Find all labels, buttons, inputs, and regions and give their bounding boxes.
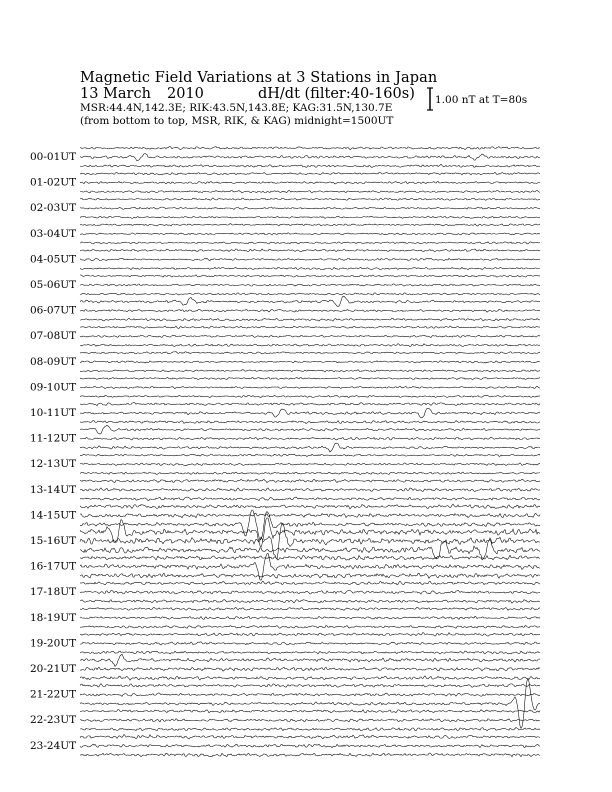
hour-label: 07-08UT xyxy=(30,330,77,343)
hour-label: 00-01UT xyxy=(30,151,77,163)
trace-rik xyxy=(80,744,540,748)
trace-kag xyxy=(80,607,540,610)
trace-msr xyxy=(80,573,540,578)
station-order-note: (from bottom to top, MSR, RIK, & KAG) midnight=1500UT xyxy=(80,115,394,127)
trace-msr xyxy=(80,600,540,604)
trace-kag xyxy=(80,555,540,560)
trace-msr xyxy=(80,753,540,757)
trace-msr xyxy=(80,164,540,167)
trace-kag xyxy=(80,504,540,509)
trace-kag xyxy=(80,479,540,482)
trace-rik xyxy=(80,437,540,440)
trace-rik xyxy=(80,693,540,697)
hour-label: 17-18UT xyxy=(30,586,77,599)
trace-rik xyxy=(80,463,540,466)
trace-rik xyxy=(80,408,540,418)
trace-rik xyxy=(80,513,540,518)
hour-label: 20-21UT xyxy=(30,663,77,675)
trace-kag xyxy=(80,224,540,226)
chart-title: Magnetic Field Variations at 3 Stations in Japan xyxy=(80,70,438,86)
hour-label: 18-19UT xyxy=(30,611,77,624)
trace-msr xyxy=(80,626,540,629)
hour-label: 14-15UT xyxy=(30,509,77,522)
trace-kag xyxy=(80,654,540,666)
hour-label: 08-09UT xyxy=(30,355,77,368)
trace-rik xyxy=(80,153,540,161)
trace-msr xyxy=(80,676,540,680)
trace-msr xyxy=(80,344,540,347)
trace-rik xyxy=(80,719,540,722)
trace-kag xyxy=(80,425,540,434)
trace-kag xyxy=(80,633,540,637)
trace-msr xyxy=(80,370,540,372)
trace-rik xyxy=(80,335,540,337)
hour-label: 01-02UT xyxy=(30,176,77,189)
trace-kag xyxy=(80,684,540,688)
hour-label: 12-13UT xyxy=(30,458,77,471)
trace-kag xyxy=(80,581,540,585)
hour-label: 02-03UT xyxy=(30,202,77,215)
trace-msr xyxy=(80,242,540,244)
trace-msr xyxy=(80,293,540,295)
trace-kag xyxy=(80,198,540,200)
trace-rik xyxy=(80,616,540,619)
hour-label: 09-10UT xyxy=(30,381,77,394)
hour-label: 11-12UT xyxy=(30,432,77,445)
trace-msr xyxy=(80,267,540,269)
trace-msr xyxy=(80,420,540,423)
trace-rik xyxy=(80,233,540,235)
trace-kag xyxy=(80,377,540,379)
trace-kag xyxy=(80,275,540,277)
trace-kag xyxy=(80,296,540,306)
trace-kag xyxy=(80,352,540,354)
trace-kag xyxy=(80,454,540,456)
trace-kag xyxy=(80,710,540,713)
hour-label: 21-22UT xyxy=(30,688,77,701)
hour-label: 05-06UT xyxy=(30,279,77,291)
trace-msr xyxy=(80,190,540,193)
trace-rik xyxy=(80,488,540,492)
trace-rik xyxy=(80,642,540,645)
trace-msr xyxy=(80,318,540,321)
chart-filter: dH/dt (filter:40-160s) xyxy=(258,86,415,102)
trace-rik xyxy=(80,590,540,594)
hour-label: 15-16UT xyxy=(30,535,77,547)
hour-label: 04-05UT xyxy=(30,253,77,266)
trace-kag xyxy=(80,249,540,252)
trace-kag xyxy=(80,518,540,547)
hour-label: 06-07UT xyxy=(30,304,77,317)
trace-rik xyxy=(80,181,540,184)
trace-rik xyxy=(80,207,540,209)
trace-msr xyxy=(80,443,540,452)
hour-label: 19-20UT xyxy=(30,637,77,650)
hour-label: 10-11UT xyxy=(30,407,77,419)
hour-label: 16-17UT xyxy=(30,560,77,573)
hour-label: 03-04UT xyxy=(30,227,77,240)
trace-rik xyxy=(80,361,540,363)
trace-kag xyxy=(80,146,540,149)
trace-rik xyxy=(80,386,540,389)
trace-kag xyxy=(80,735,540,739)
trace-msr xyxy=(80,497,540,501)
hour-label: 23-24UT xyxy=(30,739,77,752)
trace-rik xyxy=(80,667,540,671)
trace-msr xyxy=(80,651,540,654)
chart-date: 13 March xyxy=(80,86,151,102)
trace-kag xyxy=(80,326,540,328)
trace-msr xyxy=(80,472,540,475)
trace-kag xyxy=(80,172,540,175)
trace-kag xyxy=(80,402,540,405)
station-coordinates: MSR:44.4N,142.3E; RIK:43.5N,143.8E; KAG:31.5N,130.7E xyxy=(80,102,393,114)
trace-rik xyxy=(80,258,540,260)
trace-rik xyxy=(80,309,540,312)
trace-rik xyxy=(80,523,540,559)
hour-label: 22-23UT xyxy=(30,714,77,727)
trace-msr xyxy=(80,395,540,397)
chart-year: 2010 xyxy=(167,86,204,102)
scale-bar-label: 1.00 nT at T=80s xyxy=(435,94,528,106)
trace-msr xyxy=(80,728,540,731)
trace-msr xyxy=(80,216,540,218)
hour-label: 13-14UT xyxy=(30,483,77,496)
trace-rik xyxy=(80,284,540,286)
